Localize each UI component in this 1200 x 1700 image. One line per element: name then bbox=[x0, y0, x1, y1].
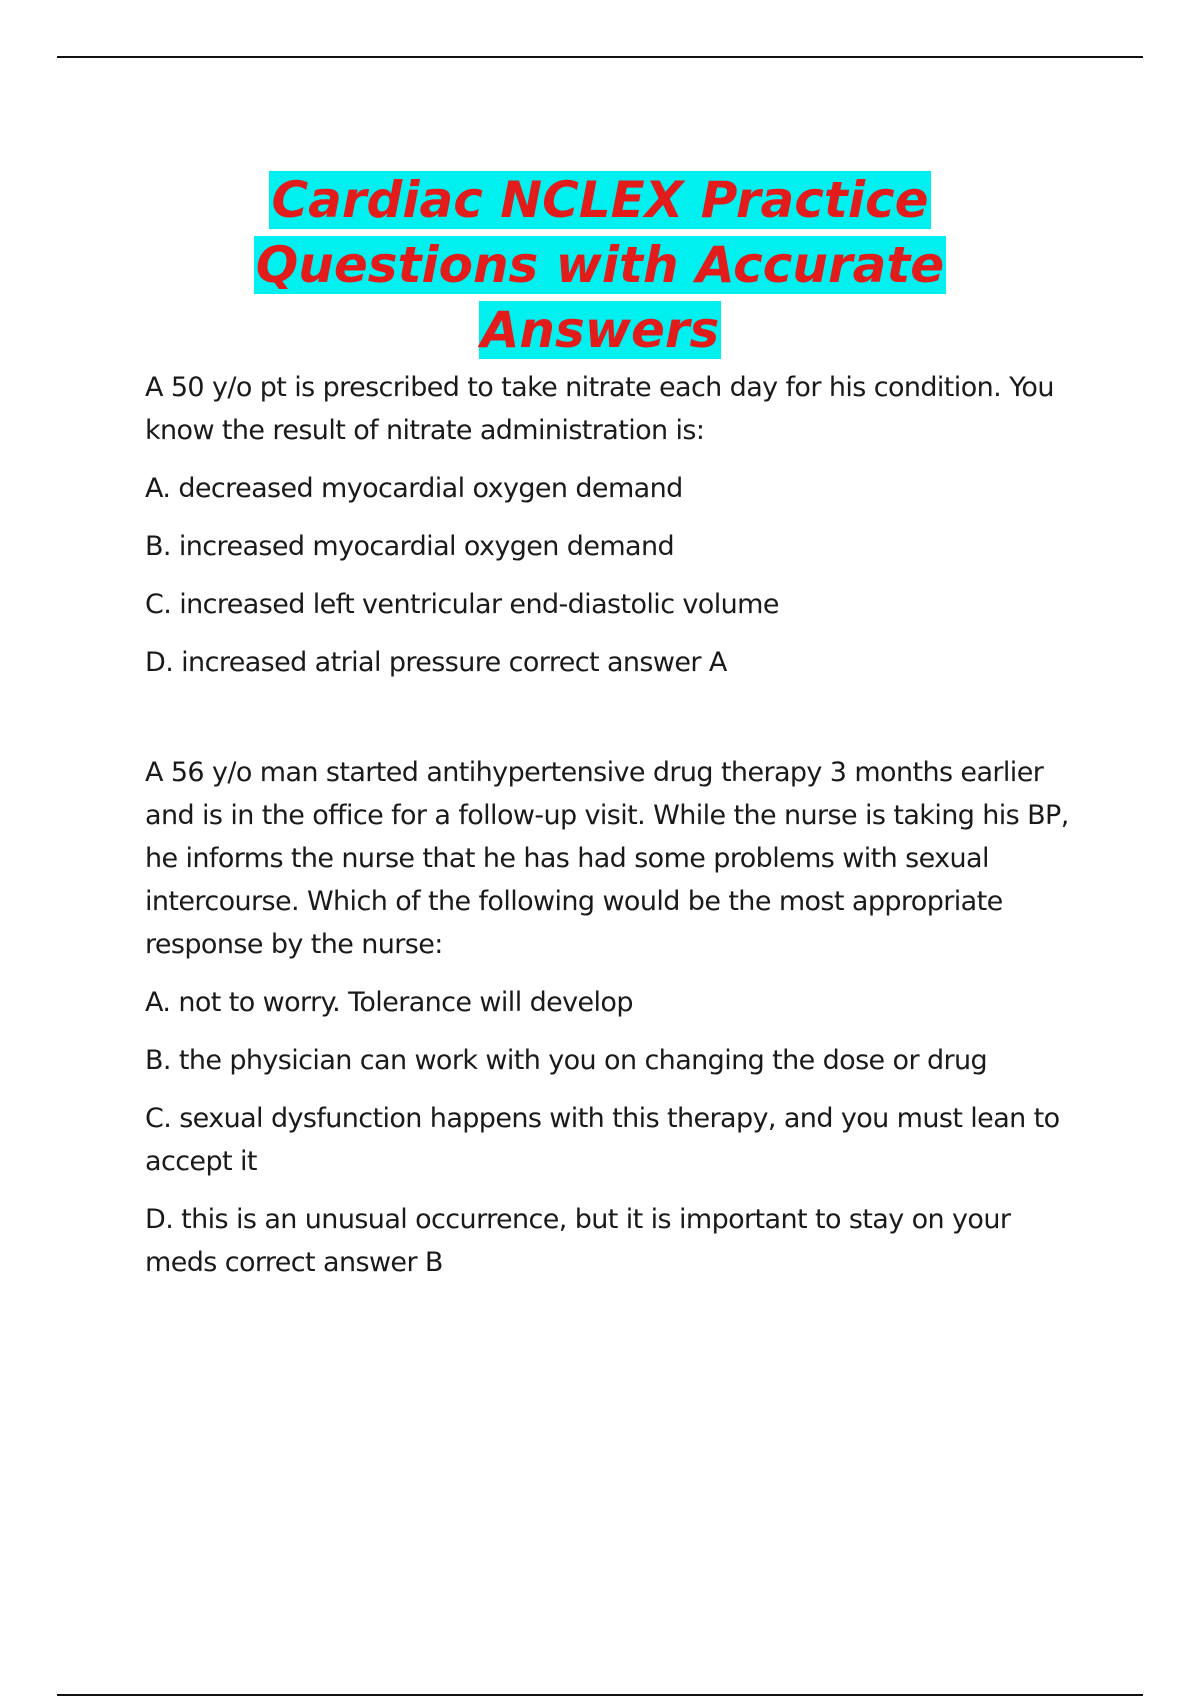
question-1 bbox=[145, 366, 1085, 684]
question-2-option-a: A. not to worry. Tolerance will develop bbox=[145, 987, 633, 1018]
question-2-option-d: D. this is an unusual occurrence, but it is important to stay on your meds correct answer B bbox=[145, 1204, 1011, 1278]
footer-rule bbox=[57, 1694, 1143, 1696]
question-1-option-b: B. increased myocardial oxygen demand bbox=[145, 531, 675, 562]
title-highlight: Cardiac NCLEX Practice Questions with Accurate Answers bbox=[255, 171, 945, 359]
question-2-option-b: B. the physician can work with you on changing the dose or drug bbox=[145, 1045, 988, 1076]
question-2-option-c: C. sexual dysfunction happens with this therapy, and you must lean to accept it bbox=[145, 1103, 1060, 1177]
question-1-option-d: D. increased atrial pressure correct answer A bbox=[145, 647, 727, 678]
question-2 bbox=[145, 751, 1085, 1284]
question-2-text: A 56 y/o man started antihypertensive drug therapy 3 months earlier and is in the office for a follow-up visit. While the nurse is taking his BP, he informs the nurse that he has had some problems with sexual intercourse. Which of the following would be the most appropriate response by the nurse: bbox=[145, 757, 1069, 960]
question-list bbox=[145, 366, 1085, 1284]
question-1-option-a: A. decreased myocardial oxygen demand bbox=[145, 473, 683, 504]
question-1-option-c: C. increased left ventricular end-diastolic volume bbox=[145, 589, 779, 620]
document-title bbox=[150, 168, 1050, 363]
question-1-text: A 50 y/o pt is prescribed to take nitrate each day for his condition. You know the result of nitrate administration is: bbox=[145, 372, 1054, 446]
header-rule bbox=[57, 56, 1143, 58]
